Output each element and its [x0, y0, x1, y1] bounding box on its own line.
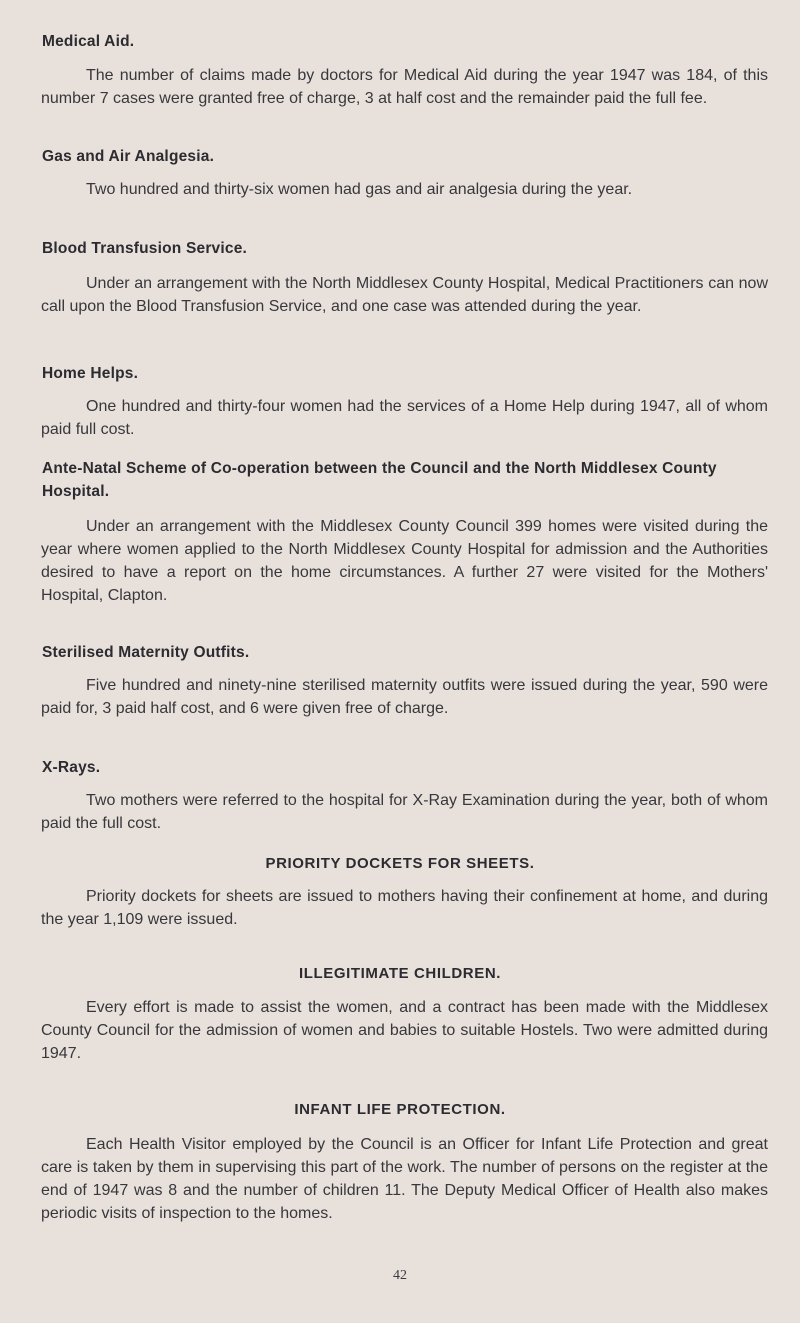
- heading-medical-aid: Medical Aid.: [42, 33, 135, 50]
- paragraph-home-helps: One hundred and thirty-four women had the services of a Home Help during 1947, all of whom paid full cost.: [41, 398, 768, 438]
- heading-priority-dockets: PRIORITY DOCKETS FOR SHEETS.: [265, 855, 535, 872]
- paragraph-ante-natal-scheme: Under an arrangement with the Middlesex County Council 399 homes were visited during the year where women applied to the North Middlesex County Hospital for admission and the Authorities desired to have a report on the home circumstances. A further 27 were visited for the Mothers' Hospital, Clapton.: [41, 518, 768, 604]
- paragraph-blood-transfusion-service: Under an arrangement with the North Middlesex County Hospital, Medical Practitioners can now call upon the Blood Transfusion Service, and one case was attended during the year.: [41, 275, 768, 315]
- heading-sterilised-maternity-outfits: Sterilised Maternity Outfits.: [42, 644, 250, 661]
- heading-gas-and-air-analgesia: Gas and Air Analgesia.: [42, 148, 215, 165]
- paragraph-x-rays: Two mothers were referred to the hospital for X-Ray Examination during the year, both of whom paid the full cost.: [41, 792, 768, 832]
- heading-home-helps: Home Helps.: [42, 365, 139, 382]
- paragraph-sterilised-maternity-outfits: Five hundred and ninety-nine sterilised maternity outfits were issued during the year, 590 were paid for, 3 paid half cost, and 6 were given free of charge.: [41, 677, 768, 717]
- paragraph-infant-life-protection: Each Health Visitor employed by the Council is an Officer for Infant Life Protection and great care is taken by them in supervising this part of the work. The number of persons on the register at the end of 1947 was 8 and the number of children 11. The Deputy Medical Officer of Health also makes periodic visits of inspection to the homes.: [41, 1136, 768, 1222]
- paragraph-gas-and-air-analgesia: Two hundred and thirty-six women had gas and air analgesia during the year.: [86, 181, 633, 198]
- heading-x-rays: X-Rays.: [42, 759, 101, 776]
- heading-illegitimate-children: ILLEGITIMATE CHILDREN.: [298, 965, 502, 982]
- heading-ante-natal-scheme: Ante-Natal Scheme of Co-operation between the Council and the North Middlesex County Hospital.: [42, 460, 717, 500]
- heading-blood-transfusion-service: Blood Transfusion Service.: [42, 240, 248, 257]
- page-number: 42: [393, 1268, 407, 1283]
- paragraph-illegitimate-children: Every effort is made to assist the women, and a contract has been made with the Middlesex County Council for the admission of women and babies to suitable Hostels. Two were admitted during 1947.: [41, 999, 768, 1062]
- heading-infant-life-protection: INFANT LIFE PROTECTION.: [294, 1101, 506, 1118]
- paragraph-priority-dockets: Priority dockets for sheets are issued to mothers having their confinement at home, and during the year 1,109 were issued.: [41, 888, 768, 928]
- paragraph-medical-aid: The number of claims made by doctors for Medical Aid during the year 1947 was 184, of this number 7 cases were granted free of charge, 3 at half cost and the remainder paid the full fee.: [41, 67, 768, 107]
